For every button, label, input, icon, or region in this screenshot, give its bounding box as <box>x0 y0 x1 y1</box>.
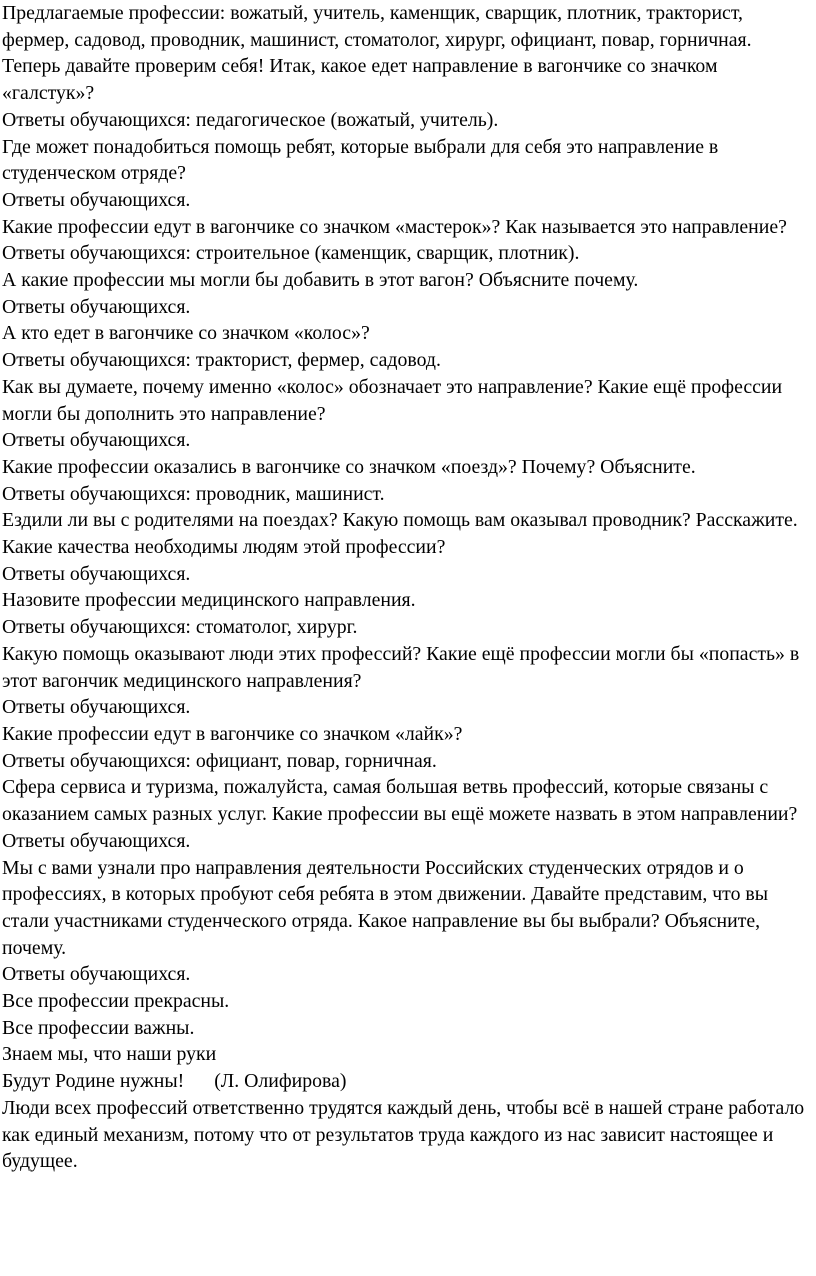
paragraph-answer: Ответы обучающихся. <box>2 963 191 986</box>
paragraph-question-like: Какие профессии едут в вагончике со значком «лайк»? <box>2 722 463 745</box>
paragraph-answer-agriculture: Ответы обучающихся: тракторист, фермер, садовод. <box>2 349 441 372</box>
poem-line-4 <box>2 1068 812 1095</box>
paragraph-answer: Ответы обучающихся. <box>2 429 191 452</box>
poem-line-3: Знаем мы, что наши руки <box>2 1043 217 1066</box>
poem-line-1: Все профессии прекрасны. <box>2 990 230 1013</box>
poem-author: (Л. Олифирова) <box>214 1070 347 1093</box>
paragraph-question-conductor: Ездили ли вы с родителями на поездах? Какую помощь вам оказывал проводник? Расскажите. Какие качества необходимы людям этой профессии? <box>2 509 798 559</box>
paragraph-answer-construction: Ответы обучающихся: строительное (каменщик, сварщик, плотник). <box>2 242 580 265</box>
paragraph-professions-list: Предлагаемые профессии: вожатый, учитель, каменщик, сварщик, плотник, тракторист, фермер, садовод, проводник, машинист, стоматолог, хирург, официант, повар, горничная. <box>2 2 752 51</box>
paragraph-question-add: А какие профессии мы могли бы добавить в этот вагон? Объясните почему. <box>2 269 639 292</box>
poem-last-line: Будут Родине нужны! <box>2 1070 185 1093</box>
paragraph-question-train: Какие профессии оказались в вагончике со значком «поезд»? Почему? Объясните. <box>2 455 696 478</box>
document-body <box>2 0 812 1175</box>
paragraph-answer: Ответы обучающихся. <box>2 295 191 318</box>
paragraph-answer-service: Ответы обучающихся: официант, повар, горничная. <box>2 749 437 772</box>
paragraph-answer: Ответы обучающихся. <box>2 188 191 211</box>
paragraph-service-sphere: Сфера сервиса и туризма, пожалуйста, самая большая ветвь профессий, которые связаны с оказанием самых разных услуг. Какие профессии вы ещё можете назвать в этом направлении? <box>2 776 798 826</box>
paragraph-question-wheat: А кто едет в вагончике со значком «колос»? <box>2 322 370 345</box>
paragraph-question-why-wheat: Как вы думаете, почему именно «колос» обозначает это направление? Какие ещё профессии могли бы дополнить это направление? <box>2 375 783 425</box>
paragraph-question-tie: Теперь давайте проверим себя! Итак, какое едет направление в вагончике со значком «галстук»? <box>2 55 718 105</box>
paragraph-answer-pedagogical: Ответы обучающихся: педагогическое (вожатый, учитель). <box>2 108 499 131</box>
paragraph-answer-train: Ответы обучающихся: проводник, машинист. <box>2 482 385 505</box>
paragraph-question-trowel: Какие профессии едут в вагончике со значком «мастерок»? Как называется это направление? <box>2 215 787 238</box>
poem-line-2: Все профессии важны. <box>2 1016 195 1039</box>
paragraph-answer-medical: Ответы обучающихся: стоматолог, хирург. <box>2 616 358 639</box>
paragraph-question-medical-help: Какую помощь оказывают люди этих профессий? Какие ещё профессии могли бы «попасть» в этот вагончик медицинского направления? <box>2 642 800 692</box>
paragraph-closing: Люди всех профессий ответственно трудятся каждый день, чтобы всё в нашей стране работало как единый механизм, потому что от результатов труда каждого из нас зависит настоящее и будущее. <box>2 1096 805 1173</box>
paragraph-summary: Мы с вами узнали про направления деятельности Российских студенческих отрядов и о профессиях, в которых пробуют себя ребята в этом движении. Давайте представим, что вы стали участниками студенческого отряда. Какое направление вы бы выбрали? Объясните, почему. <box>2 856 769 959</box>
paragraph-answer: Ответы обучающихся. <box>2 829 191 852</box>
paragraph-answer: Ответы обучающихся. <box>2 696 191 719</box>
paragraph-question-medical: Назовите профессии медицинского направления. <box>2 589 416 612</box>
paragraph-answer: Ответы обучающихся. <box>2 562 191 585</box>
paragraph-question-help: Где может понадобиться помощь ребят, которые выбрали для себя это направление в студенческом отряде? <box>2 135 719 185</box>
